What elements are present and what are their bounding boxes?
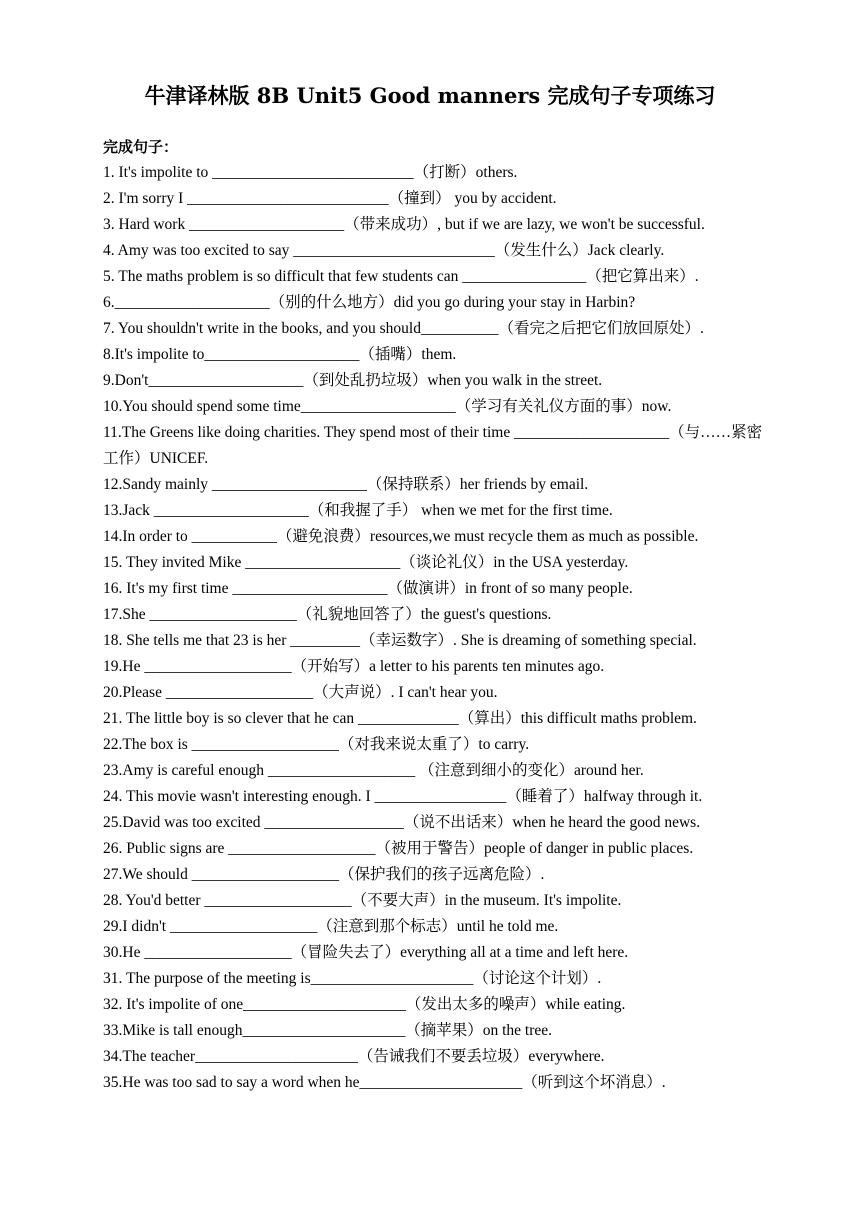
exercise-item: 35.He was too sad to say a word when he_____________________（听到这个坏消息）. <box>103 1074 666 1091</box>
exercise-item: 2. I'm sorry I __________________________（撞到） you by accident. <box>103 190 557 207</box>
exercise-item: 24. This movie wasn't interesting enough. I _________________（睡着了）halfway through it. <box>103 788 703 805</box>
exercise-item: 4. Amy was too excited to say __________________________（发生什么）Jack clearly. <box>103 242 665 259</box>
section-label: 完成句子： <box>103 138 179 156</box>
document-title: 牛津译林版 8B Unit5 Good manners 完成句子专项练习 <box>144 83 716 108</box>
exercise-item: 25.David was too excited __________________（说不出话来）when he heard the good news. <box>103 814 701 831</box>
exercise-item: 1. It's impolite to __________________________（打断）others. <box>103 164 518 181</box>
exercise-item: 17.She ___________________（礼貌地回答了）the guest's questions. <box>103 606 552 623</box>
exercise-item: 16. It's my first time ____________________（做演讲）in front of so many people. <box>103 580 633 597</box>
exercise-item: 11.The Greens like doing charities. They spend most of their time ____________________（与……紧密工作）UNICEF. <box>103 424 763 467</box>
exercise-item: 13.Jack ____________________（和我握了手） when we met for the first time. <box>103 502 613 519</box>
exercise-item: 3. Hard work ____________________（带来成功）, but if we are lazy, we won't be successful. <box>103 216 705 233</box>
exercise-item: 18. She tells me that 23 is her _________（幸运数字）. She is dreaming of something special. <box>103 632 697 649</box>
exercise-item: 22.The box is ___________________（对我来说太重了）to carry. <box>103 736 530 753</box>
exercise-item: 10.You should spend some time____________________（学习有关礼仪方面的事）now. <box>103 398 672 415</box>
exercise-item: 5. The maths problem is so difficult that few students can ________________（把它算出来）. <box>103 268 699 285</box>
exercise-item: 21. The little boy is so clever that he can _____________（算出）this difficult maths problem. <box>103 710 697 727</box>
exercise-item: 26. Public signs are ___________________（被用于警告）people of danger in public places. <box>103 840 694 857</box>
exercise-item: 19.He ___________________（开始写）a letter to his parents ten minutes ago. <box>103 658 605 675</box>
exercise-item: 15. They invited Mike ____________________（谈论礼仪）in the USA yesterday. <box>103 554 629 571</box>
exercise-item: 28. You'd better ___________________（不要大声）in the museum. It's impolite. <box>103 892 622 909</box>
exercise-item: 27.We should ___________________（保护我们的孩子远离危险）. <box>103 866 545 883</box>
exercise-item: 20.Please ___________________（大声说）. I can't hear you. <box>103 684 498 701</box>
exercise-item: 30.He ___________________（冒险失去了）everything all at a time and left here. <box>103 944 629 961</box>
exercise-item: 7. You shouldn't write in the books, and you should__________（看完之后把它们放回原处）. <box>103 320 704 337</box>
exercise-item: 9.Don't____________________（到处乱扔垃圾）when you walk in the street. <box>103 372 603 389</box>
exercise-list <box>103 160 763 1096</box>
exercise-item: 34.The teacher_____________________（告诫我们不要丢垃圾）everywhere. <box>103 1048 605 1065</box>
exercise-item: 23.Amy is careful enough ___________________ （注意到细小的变化）around her. <box>103 762 644 779</box>
exercise-item: 8.It's impolite to____________________（插嘴）them. <box>103 346 457 363</box>
exercise-item: 14.In order to ___________（避免浪费）resources,we must recycle them as much as possible. <box>103 528 699 545</box>
exercise-item: 31. The purpose of the meeting is_____________________（讨论这个计划）. <box>103 970 602 987</box>
exercise-item: 6.____________________（别的什么地方）did you go during your stay in Harbin? <box>103 294 636 311</box>
exercise-item: 29.I didn't ___________________（注意到那个标志）until he told me. <box>103 918 559 935</box>
exercise-item: 32. It's impolite of one_____________________（发出太多的噪声）while eating. <box>103 996 626 1013</box>
exercise-item: 12.Sandy mainly ____________________（保持联系）her friends by email. <box>103 476 589 493</box>
exercise-item: 33.Mike is tall enough_____________________（摘苹果）on the tree. <box>103 1022 553 1039</box>
